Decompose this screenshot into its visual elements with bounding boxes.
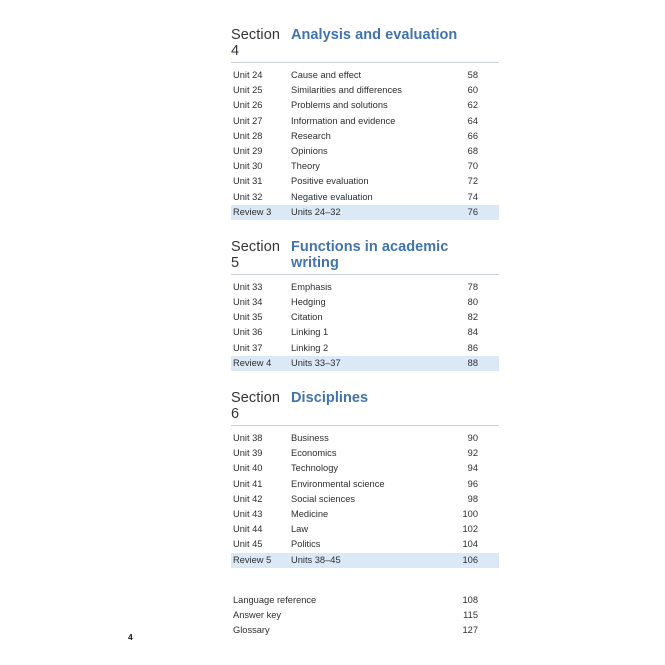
toc-row-page-number: 100 [462,508,478,519]
back-matter-title: Answer key [233,609,282,620]
toc-row-page-number: 66 [467,130,478,141]
toc-row-page-number: 104 [462,539,478,550]
back-matter-page-number: 127 [462,625,478,636]
toc-row-list [231,280,499,371]
toc-row-page-number: 86 [467,342,478,353]
toc-row-page-number: 102 [462,524,478,535]
toc-row-title: Social sciences [291,493,356,504]
section-label: Section 6 [231,390,281,422]
toc-row-unit: Unit 25 [233,85,263,96]
toc-row-page-number: 68 [467,145,478,156]
toc-row-unit: Unit 37 [233,342,263,353]
toc-row-page-number: 78 [467,281,478,292]
toc-row-title: Technology [291,463,339,474]
toc-review-row[interactable] [231,553,499,568]
toc-row-page-number: 64 [467,115,478,126]
section-heading [231,390,499,425]
toc-row-page-number: 80 [467,297,478,308]
back-matter-list [231,593,499,639]
back-matter-page-number: 115 [463,609,478,620]
toc-review-row[interactable] [231,205,499,220]
toc-section [231,239,499,371]
toc-row-title: Environmental science [291,478,385,489]
section-title: Functions in academic writing [291,238,449,271]
back-matter-title: Glossary [233,625,270,636]
toc-row-page-number: 60 [467,85,478,96]
toc-row[interactable] [231,431,499,446]
toc-row-title: Emphasis [291,281,332,292]
toc-row-title: Law [291,524,309,535]
toc-row-title: Positive evaluation [291,176,369,187]
back-matter-row[interactable] [231,623,499,638]
toc-row-page-number: 82 [467,312,478,323]
toc-row-page-number: 90 [467,433,478,443]
toc-row-title: Opinions [291,145,328,156]
toc-row[interactable] [231,174,499,189]
toc-row-unit: Unit 45 [233,539,263,550]
toc-row-unit: Unit 33 [233,281,263,292]
section-title: Disciplines [291,390,369,406]
toc-row-unit: Unit 39 [233,448,263,459]
toc-row-page-number: 96 [467,478,478,489]
toc-row-title: Citation [291,312,323,323]
toc-row-page-number: 62 [467,100,478,111]
toc-row-title: Cause and effect [291,70,362,80]
toc-row-title: Economics [291,448,337,459]
toc-row[interactable] [231,341,499,356]
toc-row-unit: Unit 31 [233,176,263,187]
toc-row-title: Politics [291,539,321,550]
back-matter-title: Language reference [233,594,317,605]
toc-row-title: Units 24–32 [291,206,341,217]
toc-row-title: Research [291,130,331,141]
toc-row[interactable] [231,325,499,340]
section-label: Section 4 [231,27,281,59]
section-divider [231,425,499,426]
toc-section [231,27,499,220]
toc-row-page-number: 74 [467,191,478,202]
back-matter-page-number: 108 [462,594,478,605]
toc-row-title: Medicine [291,508,329,519]
toc-row-unit: Unit 38 [233,433,263,443]
toc-row-page-number: 72 [467,176,478,187]
toc-row-page-number: 106 [462,554,478,565]
toc-row-page-number: 76 [467,206,478,217]
section-heading [231,27,499,62]
toc-row-unit: Unit 42 [233,493,263,504]
toc-row-page-number: 92 [467,448,478,459]
toc-row-unit: Unit 30 [233,161,263,172]
toc-row-title: Business [291,433,329,443]
section-spacer [231,371,499,390]
toc-row-unit: Unit 41 [233,478,263,489]
table-of-contents [231,27,499,638]
toc-row-unit: Unit 29 [233,145,263,156]
back-matter-row[interactable] [231,608,499,623]
toc-row-title: Hedging [291,297,326,308]
toc-row-title: Units 33–37 [291,357,341,368]
toc-row-page-number: 58 [467,70,478,80]
toc-row[interactable] [231,114,499,129]
toc-row-page-number: 70 [467,161,478,172]
toc-row-page-number: 94 [467,463,478,474]
toc-row[interactable] [231,310,499,325]
toc-row[interactable] [231,537,499,552]
toc-row-unit: Unit 24 [233,70,263,80]
section-label: Section 5 [231,238,281,271]
section-divider [231,274,499,275]
toc-row[interactable] [231,68,499,83]
section-spacer [231,220,499,239]
toc-row-unit: Unit 34 [233,297,263,308]
toc-row[interactable] [231,461,499,476]
toc-row-list [231,68,499,220]
toc-row-unit: Unit 28 [233,130,263,141]
toc-row[interactable] [231,477,499,492]
toc-row-page-number: 84 [467,327,478,338]
toc-row[interactable] [231,295,499,310]
toc-row-page-number: 88 [467,357,478,368]
toc-row-title: Negative evaluation [291,191,373,202]
toc-row[interactable] [231,492,499,507]
toc-row-unit: Unit 40 [233,463,263,474]
section-heading [231,239,499,274]
toc-row-title: Problems and solutions [291,100,388,111]
toc-row-unit: Unit 35 [233,312,263,323]
section-title: Analysis and evaluation [291,27,458,43]
toc-row-title: Information and evidence [291,115,396,126]
toc-row-unit: Unit 27 [233,115,263,126]
toc-row[interactable] [231,446,499,461]
toc-row-page-number: 98 [467,493,478,504]
toc-row[interactable] [231,280,499,295]
toc-row-title: Theory [291,161,320,172]
toc-row-title: Units 38–45 [291,554,341,565]
toc-row[interactable] [231,159,499,174]
toc-section [231,390,499,568]
toc-row[interactable] [231,144,499,159]
page-folio-number: 4 [128,632,133,642]
toc-row[interactable] [231,129,499,144]
toc-row[interactable] [231,98,499,113]
toc-row-title: Linking 2 [291,342,329,353]
toc-row-unit: Review 5 [233,554,272,565]
toc-row[interactable] [231,83,499,98]
back-matter-row[interactable] [231,593,499,608]
toc-row-title: Similarities and differences [291,85,402,96]
toc-row-unit: Unit 26 [233,100,263,111]
toc-row-list [231,431,499,568]
toc-row[interactable] [231,190,499,205]
toc-row[interactable] [231,507,499,522]
toc-row-unit: Unit 32 [233,191,263,202]
toc-row-unit: Unit 36 [233,327,263,338]
toc-row-unit: Review 3 [233,206,272,217]
toc-row-unit: Review 4 [233,357,272,368]
toc-row[interactable] [231,522,499,537]
toc-review-row[interactable] [231,356,499,371]
toc-row-unit: Unit 44 [233,524,263,535]
section-divider [231,62,499,63]
toc-row-title: Linking 1 [291,327,329,338]
toc-row-unit: Unit 43 [233,508,263,519]
